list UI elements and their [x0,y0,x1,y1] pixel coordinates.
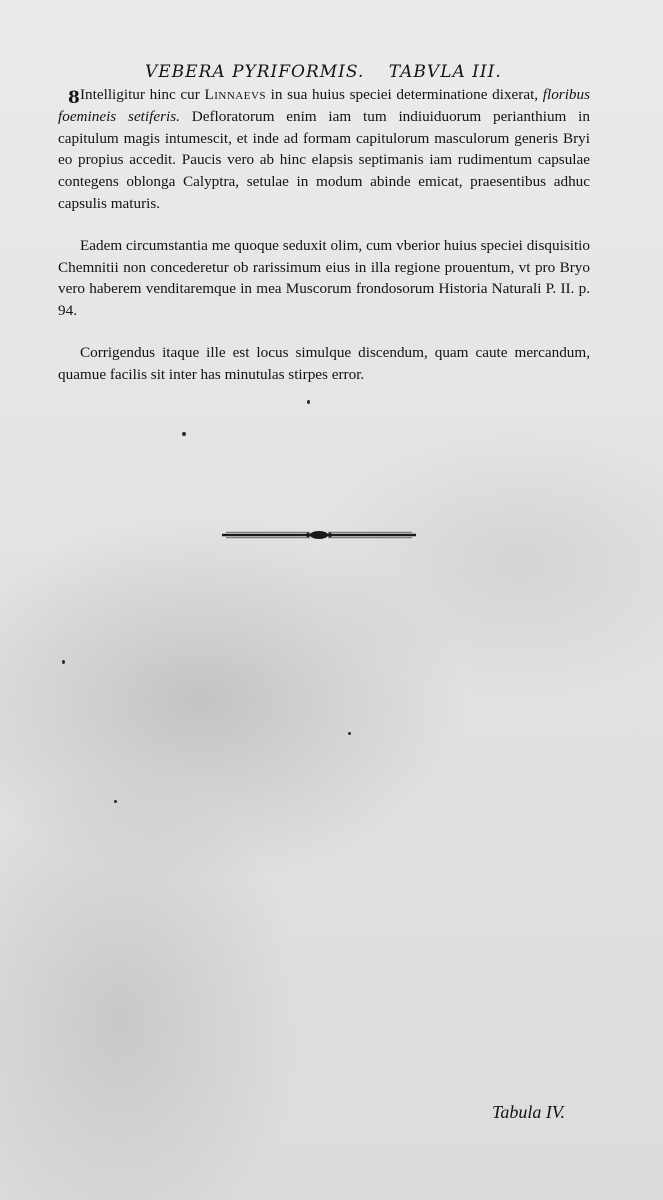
catchword: Tabula IV. [492,1102,566,1122]
paragraph-1-middle: in sua huius speciei determinatione dixerat, [270,86,539,103]
paragraph-1-start: Intelligitur hinc cur [80,86,200,103]
ink-speck [62,660,65,664]
ink-speck [182,432,186,436]
ink-speck [114,800,117,803]
paragraph-2: Eadem circumstantia me quoque seduxit olim, cum vberior huius speciei disquisitio Chemnitii non concederetur ob rarissimum eius in illa regione prouentum, vt pro Bryo vero haberem venditaremque in mea Muscorum frondosorum Historia Naturali P. II. p. 94. [58,236,590,320]
ink-speck [307,400,310,404]
ink-speck [348,732,351,735]
quoted-phrase: floribus foemineis setiferis. [58,86,591,125]
paragraph-1-rest: Defloratorum enim iam tum indiuiduorum perianthium in capitulum magis intumescit, et inde ad formam capitulorum masculorum generis Bryi eo propius accedit. Paucis vero ab hinc elapsis septimanis iam rudimentum capsulae contegens oblonga Calyptra, setulae in modum abinde emicat, praesentibus adhuc capsulis maturis. [58,107,590,212]
ornamental-rule [222,530,416,540]
paragraph-1 [58,84,590,215]
running-title-species: VEBERA PYRIFORMIS. [145,62,365,82]
page-number: 8 [68,88,80,108]
author-name-linnaeus: Linnaevs [204,86,267,103]
running-title [145,62,502,82]
paragraph-3: Corrigendus itaque ille est locus simulque discendum, quam caute mercandum, quamue facilis sit inter has minutulas stirpes error. [58,343,590,383]
running-title-plate: TABVLA III. [388,62,502,82]
body-text [58,84,590,386]
